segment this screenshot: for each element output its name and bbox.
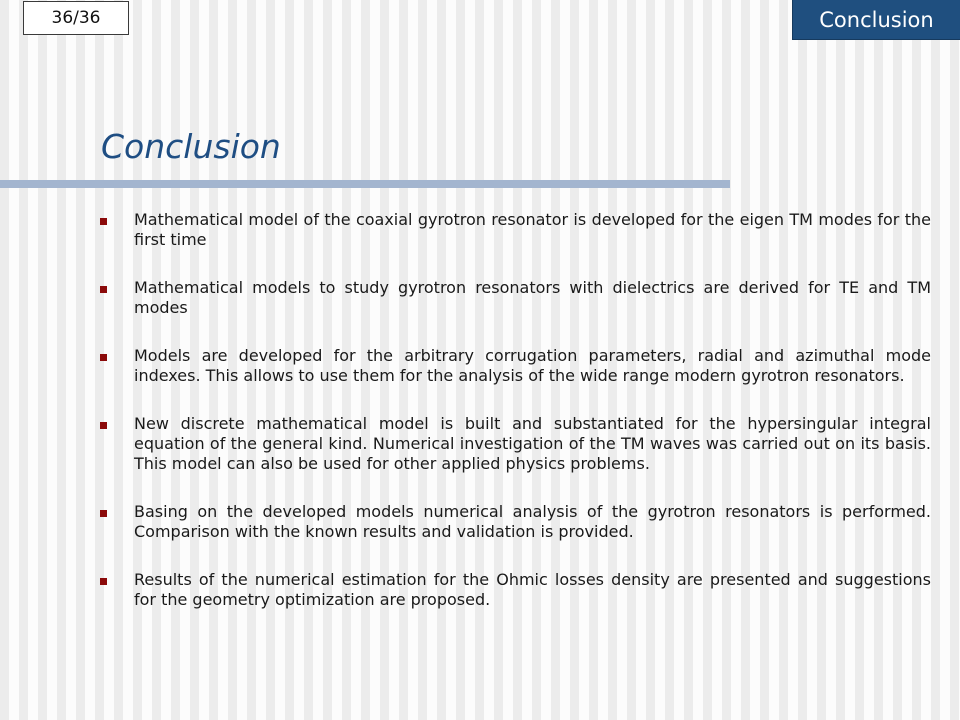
conclusion-bullet-list <box>100 210 931 638</box>
page-counter: 36/36 <box>23 1 129 35</box>
bullet-square-icon <box>100 354 107 361</box>
bullet-item <box>100 278 931 318</box>
bullet-text: Models are developed for the arbitrary corrugation parameters, radial and azimuthal mode indexes. This allows to use them for the analysis of the wide range modern gyrotron resonators. <box>134 346 931 385</box>
section-tab-conclusion[interactable]: Conclusion <box>792 0 960 40</box>
bullet-item <box>100 414 931 474</box>
title-underline <box>0 180 730 188</box>
bullet-square-icon <box>100 218 107 225</box>
bullet-item <box>100 570 931 610</box>
bullet-text: Mathematical model of the coaxial gyrotron resonator is developed for the eigen TM modes for the first time <box>134 210 931 249</box>
bullet-item <box>100 346 931 386</box>
bullet-item <box>100 502 931 542</box>
bullet-square-icon <box>100 422 107 429</box>
bullet-square-icon <box>100 286 107 293</box>
slide-title: Conclusion <box>101 127 281 166</box>
bullet-text: Basing on the developed models numerical analysis of the gyrotron resonators is performed. Comparison with the known results and validation is provided. <box>134 502 931 541</box>
bullet-text: Mathematical models to study gyrotron resonators with dielectrics are derived for TE and TM modes <box>134 278 931 317</box>
bullet-square-icon <box>100 510 107 517</box>
bullet-item <box>100 210 931 250</box>
bullet-text: New discrete mathematical model is built and substantiated for the hypersingular integral equation of the general kind. Numerical investigation of the TM waves was carried out on its basis. This model can also be used for other applied physics problems. <box>134 414 931 473</box>
bullet-text: Results of the numerical estimation for the Ohmic losses density are presented and suggestions for the geometry optimization are proposed. <box>134 570 931 609</box>
bullet-square-icon <box>100 578 107 585</box>
